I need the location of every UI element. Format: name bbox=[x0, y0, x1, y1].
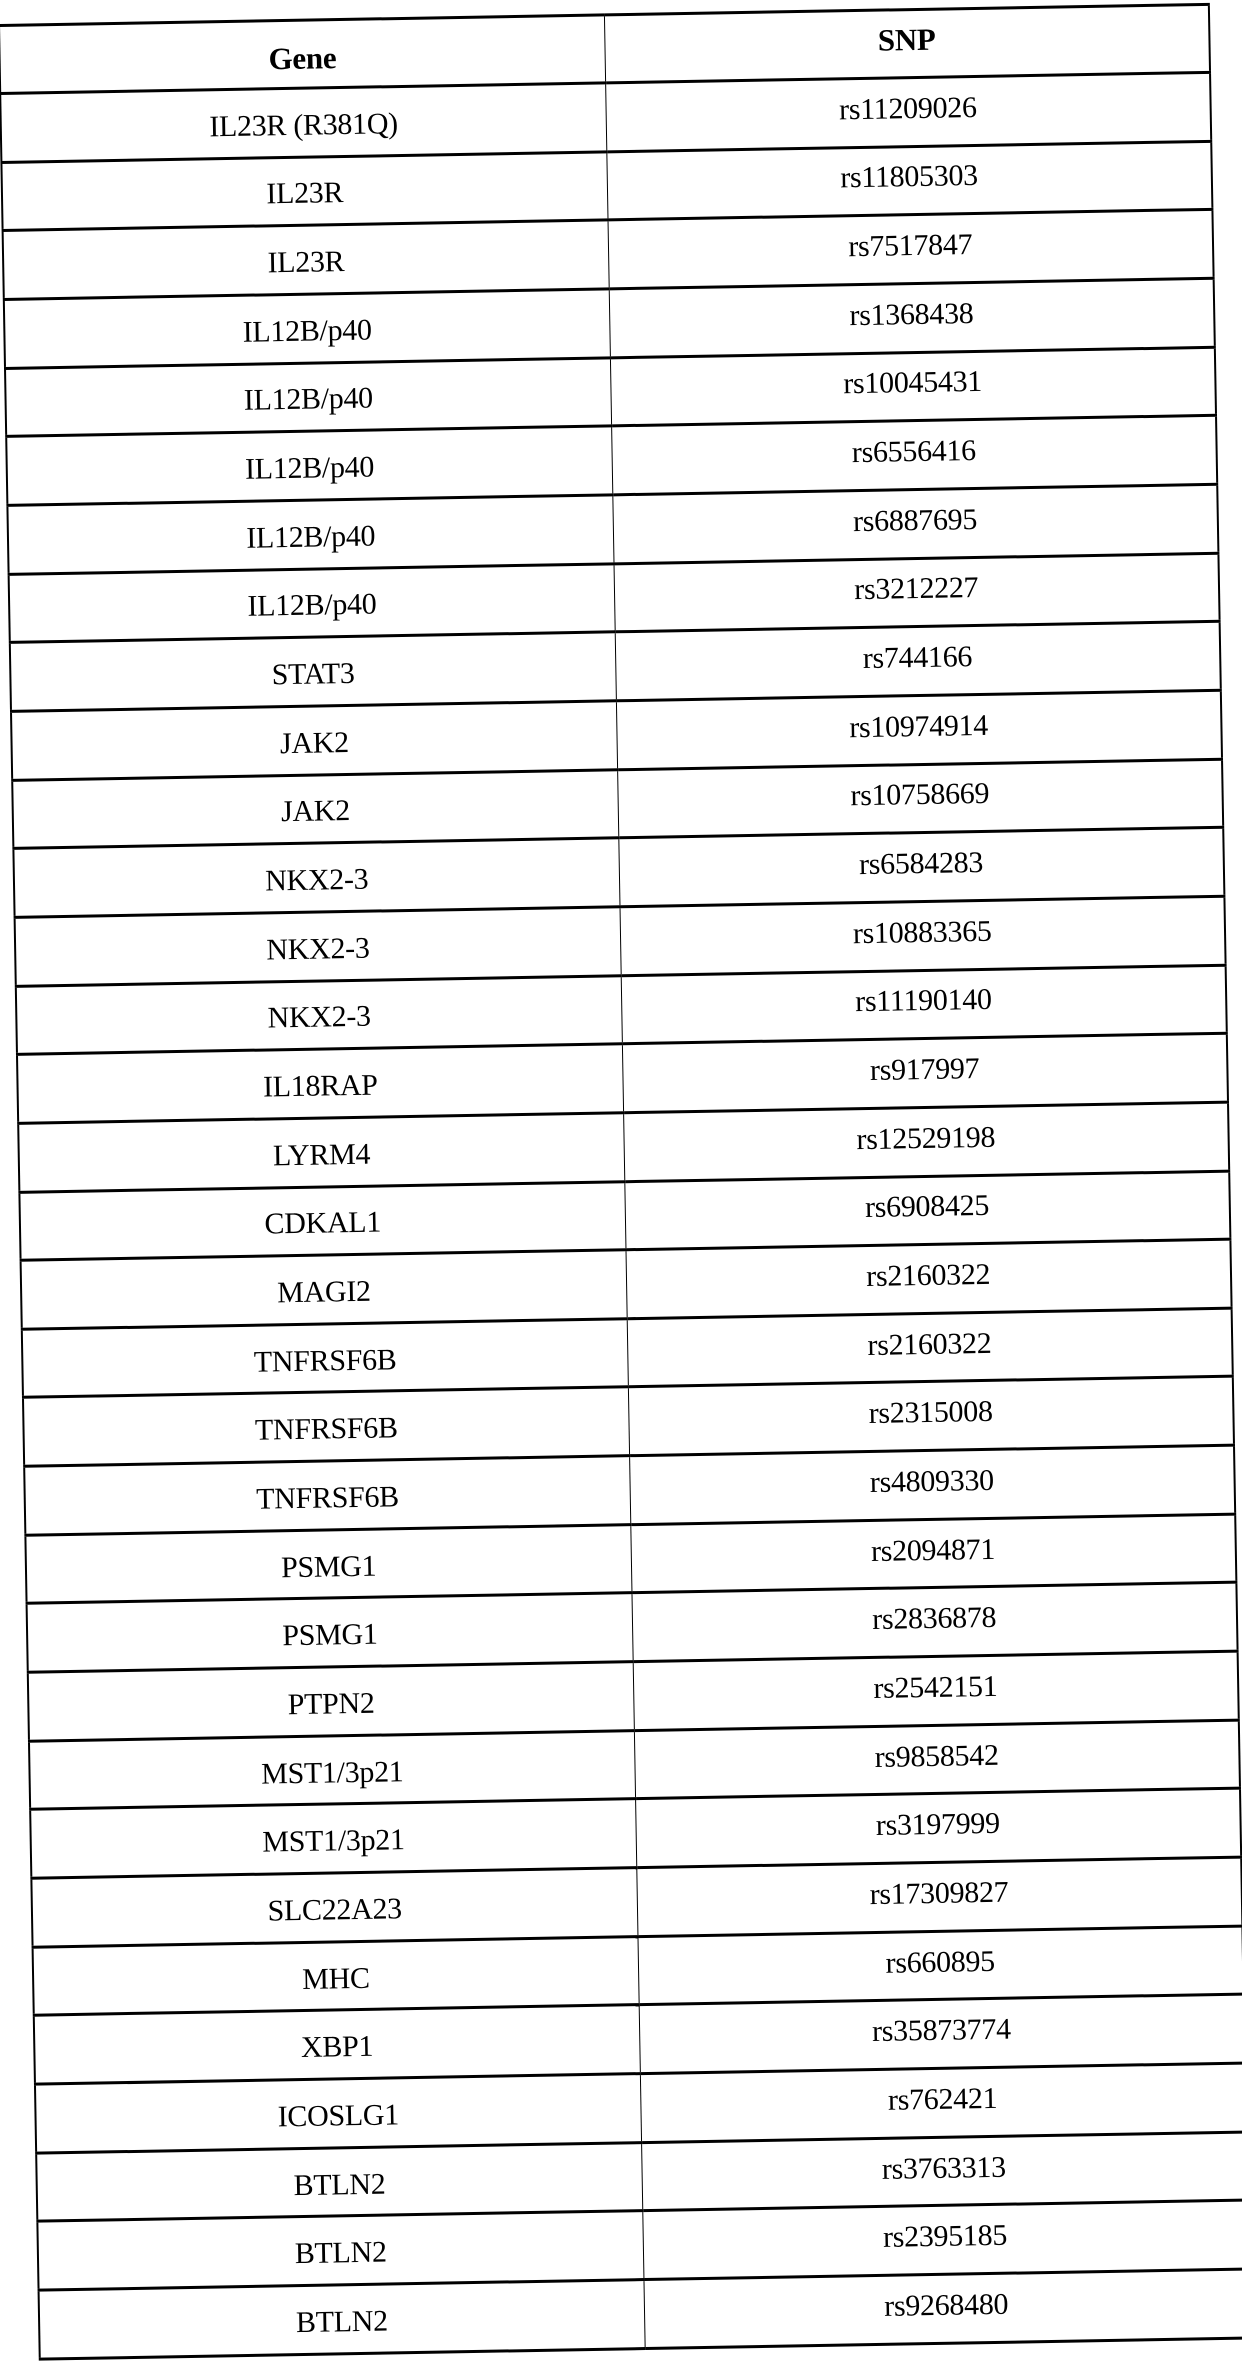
gene-name: BTLN2 bbox=[293, 2167, 386, 2202]
gene-name: BTLN2 bbox=[295, 2304, 389, 2339]
gene-snp-table bbox=[0, 3, 1242, 2360]
snp-id: rs35873774 bbox=[871, 2012, 1012, 2049]
snp-cell bbox=[633, 1651, 1239, 1730]
gene-cell bbox=[18, 1113, 624, 1192]
gene-cell bbox=[33, 1936, 639, 2015]
snp-cell bbox=[641, 2132, 1242, 2211]
snp-cell bbox=[612, 484, 1218, 563]
gene-cell bbox=[39, 2280, 645, 2359]
gene-cell bbox=[22, 1319, 628, 1398]
gene-snp-table-container bbox=[0, 3, 1242, 2360]
gene-name: PTPN2 bbox=[287, 1686, 375, 1722]
snp-id: rs3763313 bbox=[881, 2150, 1007, 2186]
snp-id: rs2160322 bbox=[867, 1326, 992, 1362]
snp-cell bbox=[635, 1788, 1241, 1867]
gene-name: TNFRSF6B bbox=[255, 1480, 400, 1516]
gene-name: TNFRSF6B bbox=[254, 1411, 398, 1448]
gene-cell bbox=[25, 1524, 631, 1603]
snp-id: rs2094871 bbox=[870, 1532, 996, 1568]
snp-cell bbox=[614, 553, 1220, 632]
gene-name: IL12B/p40 bbox=[242, 313, 372, 349]
gene-cell bbox=[30, 1799, 636, 1878]
snp-cell bbox=[615, 622, 1221, 701]
column-header-gene-label: Gene bbox=[268, 39, 337, 76]
snp-cell bbox=[642, 2200, 1242, 2279]
gene-cell bbox=[27, 1593, 633, 1672]
snp-cell bbox=[625, 1239, 1231, 1318]
gene-name: IL23R bbox=[267, 245, 345, 280]
snp-id: rs917997 bbox=[869, 1052, 980, 1087]
snp-id: rs11805303 bbox=[840, 159, 979, 195]
snp-id: rs660895 bbox=[885, 1944, 996, 1980]
gene-name: MST1/3p21 bbox=[260, 1754, 404, 1791]
gene-name: MAGI2 bbox=[276, 1274, 371, 1310]
snp-cell bbox=[628, 1377, 1234, 1456]
gene-name: XBP1 bbox=[300, 2029, 374, 2065]
gene-cell bbox=[35, 2074, 641, 2153]
gene-cell bbox=[28, 1662, 634, 1741]
snp-id: rs6556416 bbox=[851, 434, 977, 470]
snp-cell bbox=[634, 1720, 1240, 1799]
snp-cell bbox=[609, 278, 1215, 357]
gene-cell bbox=[13, 838, 619, 917]
gene-cell bbox=[9, 563, 615, 642]
gene-cell bbox=[12, 769, 618, 848]
gene-cell bbox=[31, 1868, 637, 1947]
gene-cell bbox=[7, 495, 613, 574]
snp-id: rs6887695 bbox=[852, 502, 978, 538]
gene-name: IL12B/p40 bbox=[245, 519, 376, 555]
snp-id: rs762421 bbox=[887, 2081, 998, 2117]
snp-cell bbox=[631, 1583, 1237, 1662]
snp-id: rs7517847 bbox=[847, 228, 973, 264]
gene-name: SLC22A23 bbox=[267, 1892, 403, 1928]
snp-cell bbox=[637, 1926, 1242, 2005]
gene-name: NKX2-3 bbox=[266, 931, 370, 967]
gene-name: IL12B/p40 bbox=[244, 450, 375, 486]
gene-name: BTLN2 bbox=[294, 2235, 387, 2271]
gene-cell bbox=[17, 1044, 623, 1123]
snp-id: rs10883365 bbox=[852, 914, 992, 950]
snp-id: rs6584283 bbox=[858, 845, 984, 882]
snp-cell bbox=[640, 2063, 1242, 2142]
gene-cell bbox=[24, 1456, 630, 1535]
gene-cell bbox=[4, 289, 610, 368]
gene-cell bbox=[34, 2005, 640, 2084]
snp-id: rs2836878 bbox=[871, 1601, 997, 1637]
gene-cell bbox=[6, 426, 612, 505]
gene-name: JAK2 bbox=[280, 794, 351, 829]
snp-id: rs11190140 bbox=[854, 983, 992, 1019]
gene-cell bbox=[19, 1181, 625, 1260]
snp-id: rs2542151 bbox=[873, 1669, 998, 1705]
snp-cell bbox=[623, 1102, 1229, 1181]
gene-name: PSMG1 bbox=[280, 1549, 377, 1584]
column-header-snp-label: SNP bbox=[877, 21, 936, 58]
gene-cell bbox=[0, 83, 606, 162]
column-header-snp bbox=[604, 4, 1210, 83]
gene-cell bbox=[11, 701, 617, 780]
snp-id: rs3212227 bbox=[853, 571, 979, 607]
snp-cell bbox=[627, 1308, 1233, 1387]
gene-cell bbox=[37, 2211, 643, 2290]
snp-cell bbox=[606, 141, 1212, 220]
gene-name: IL18RAP bbox=[262, 1068, 378, 1104]
gene-cell bbox=[1, 152, 607, 231]
gene-name: PSMG1 bbox=[282, 1617, 378, 1653]
snp-id: rs10758669 bbox=[850, 777, 990, 813]
snp-cell bbox=[629, 1445, 1235, 1524]
snp-cell bbox=[617, 759, 1223, 838]
snp-id: rs17309827 bbox=[869, 1875, 1009, 1911]
snp-id: rs10974914 bbox=[849, 708, 989, 744]
snp-cell bbox=[621, 965, 1227, 1044]
snp-id: rs3197999 bbox=[875, 1807, 1001, 1843]
gene-name: STAT3 bbox=[271, 656, 355, 692]
gene-name: ICOSLG1 bbox=[277, 2098, 400, 2134]
snp-id: rs10045431 bbox=[843, 365, 983, 401]
snp-cell bbox=[611, 416, 1217, 495]
gene-name: IL12B/p40 bbox=[247, 587, 377, 624]
snp-id: rs744166 bbox=[862, 640, 973, 676]
column-header-gene bbox=[0, 15, 605, 94]
gene-name: IL23R bbox=[266, 176, 344, 211]
snp-id: rs1368438 bbox=[849, 296, 974, 332]
snp-cell bbox=[639, 1994, 1242, 2073]
snp-cell bbox=[618, 827, 1224, 906]
gene-cell bbox=[36, 2142, 642, 2221]
gene-cell bbox=[21, 1250, 627, 1329]
gene-name: LYRM4 bbox=[272, 1137, 371, 1173]
gene-name: IL12B/p40 bbox=[243, 381, 374, 418]
snp-id: rs2315008 bbox=[868, 1395, 993, 1431]
snp-cell bbox=[630, 1514, 1236, 1593]
snp-cell bbox=[624, 1171, 1230, 1250]
snp-cell bbox=[610, 347, 1216, 426]
gene-cell bbox=[23, 1387, 629, 1466]
gene-name: MST1/3p21 bbox=[262, 1823, 405, 1859]
gene-name: JAK2 bbox=[279, 725, 350, 760]
snp-cell bbox=[643, 2269, 1242, 2348]
snp-id: rs2160322 bbox=[865, 1257, 991, 1294]
snp-cell bbox=[608, 210, 1214, 289]
snp-cell bbox=[619, 896, 1225, 975]
snp-id: rs9858542 bbox=[874, 1738, 999, 1774]
gene-name: IL23R (R381Q) bbox=[208, 106, 399, 144]
snp-id: rs12529198 bbox=[856, 1120, 996, 1156]
snp-id: rs11209026 bbox=[838, 90, 977, 127]
snp-id: rs2395185 bbox=[882, 2218, 1008, 2255]
gene-cell bbox=[10, 632, 616, 711]
snp-id: rs4809330 bbox=[869, 1463, 995, 1499]
gene-cell bbox=[29, 1730, 635, 1809]
gene-name: CDKAL1 bbox=[264, 1205, 382, 1241]
snp-id: rs9268480 bbox=[883, 2287, 1009, 2323]
gene-cell bbox=[3, 220, 609, 299]
gene-name: NKX2-3 bbox=[264, 862, 369, 898]
gene-cell bbox=[16, 975, 622, 1054]
table-body bbox=[0, 72, 1242, 2358]
snp-cell bbox=[636, 1857, 1242, 1936]
gene-name: TNFRSF6B bbox=[253, 1342, 397, 1379]
gene-name: MHC bbox=[301, 1961, 370, 1996]
snp-cell bbox=[616, 690, 1222, 769]
gene-cell bbox=[5, 357, 611, 436]
snp-id: rs6908425 bbox=[864, 1189, 990, 1225]
snp-cell bbox=[605, 72, 1211, 151]
gene-cell bbox=[15, 907, 621, 986]
snp-cell bbox=[622, 1033, 1228, 1112]
gene-name: NKX2-3 bbox=[267, 1000, 372, 1035]
